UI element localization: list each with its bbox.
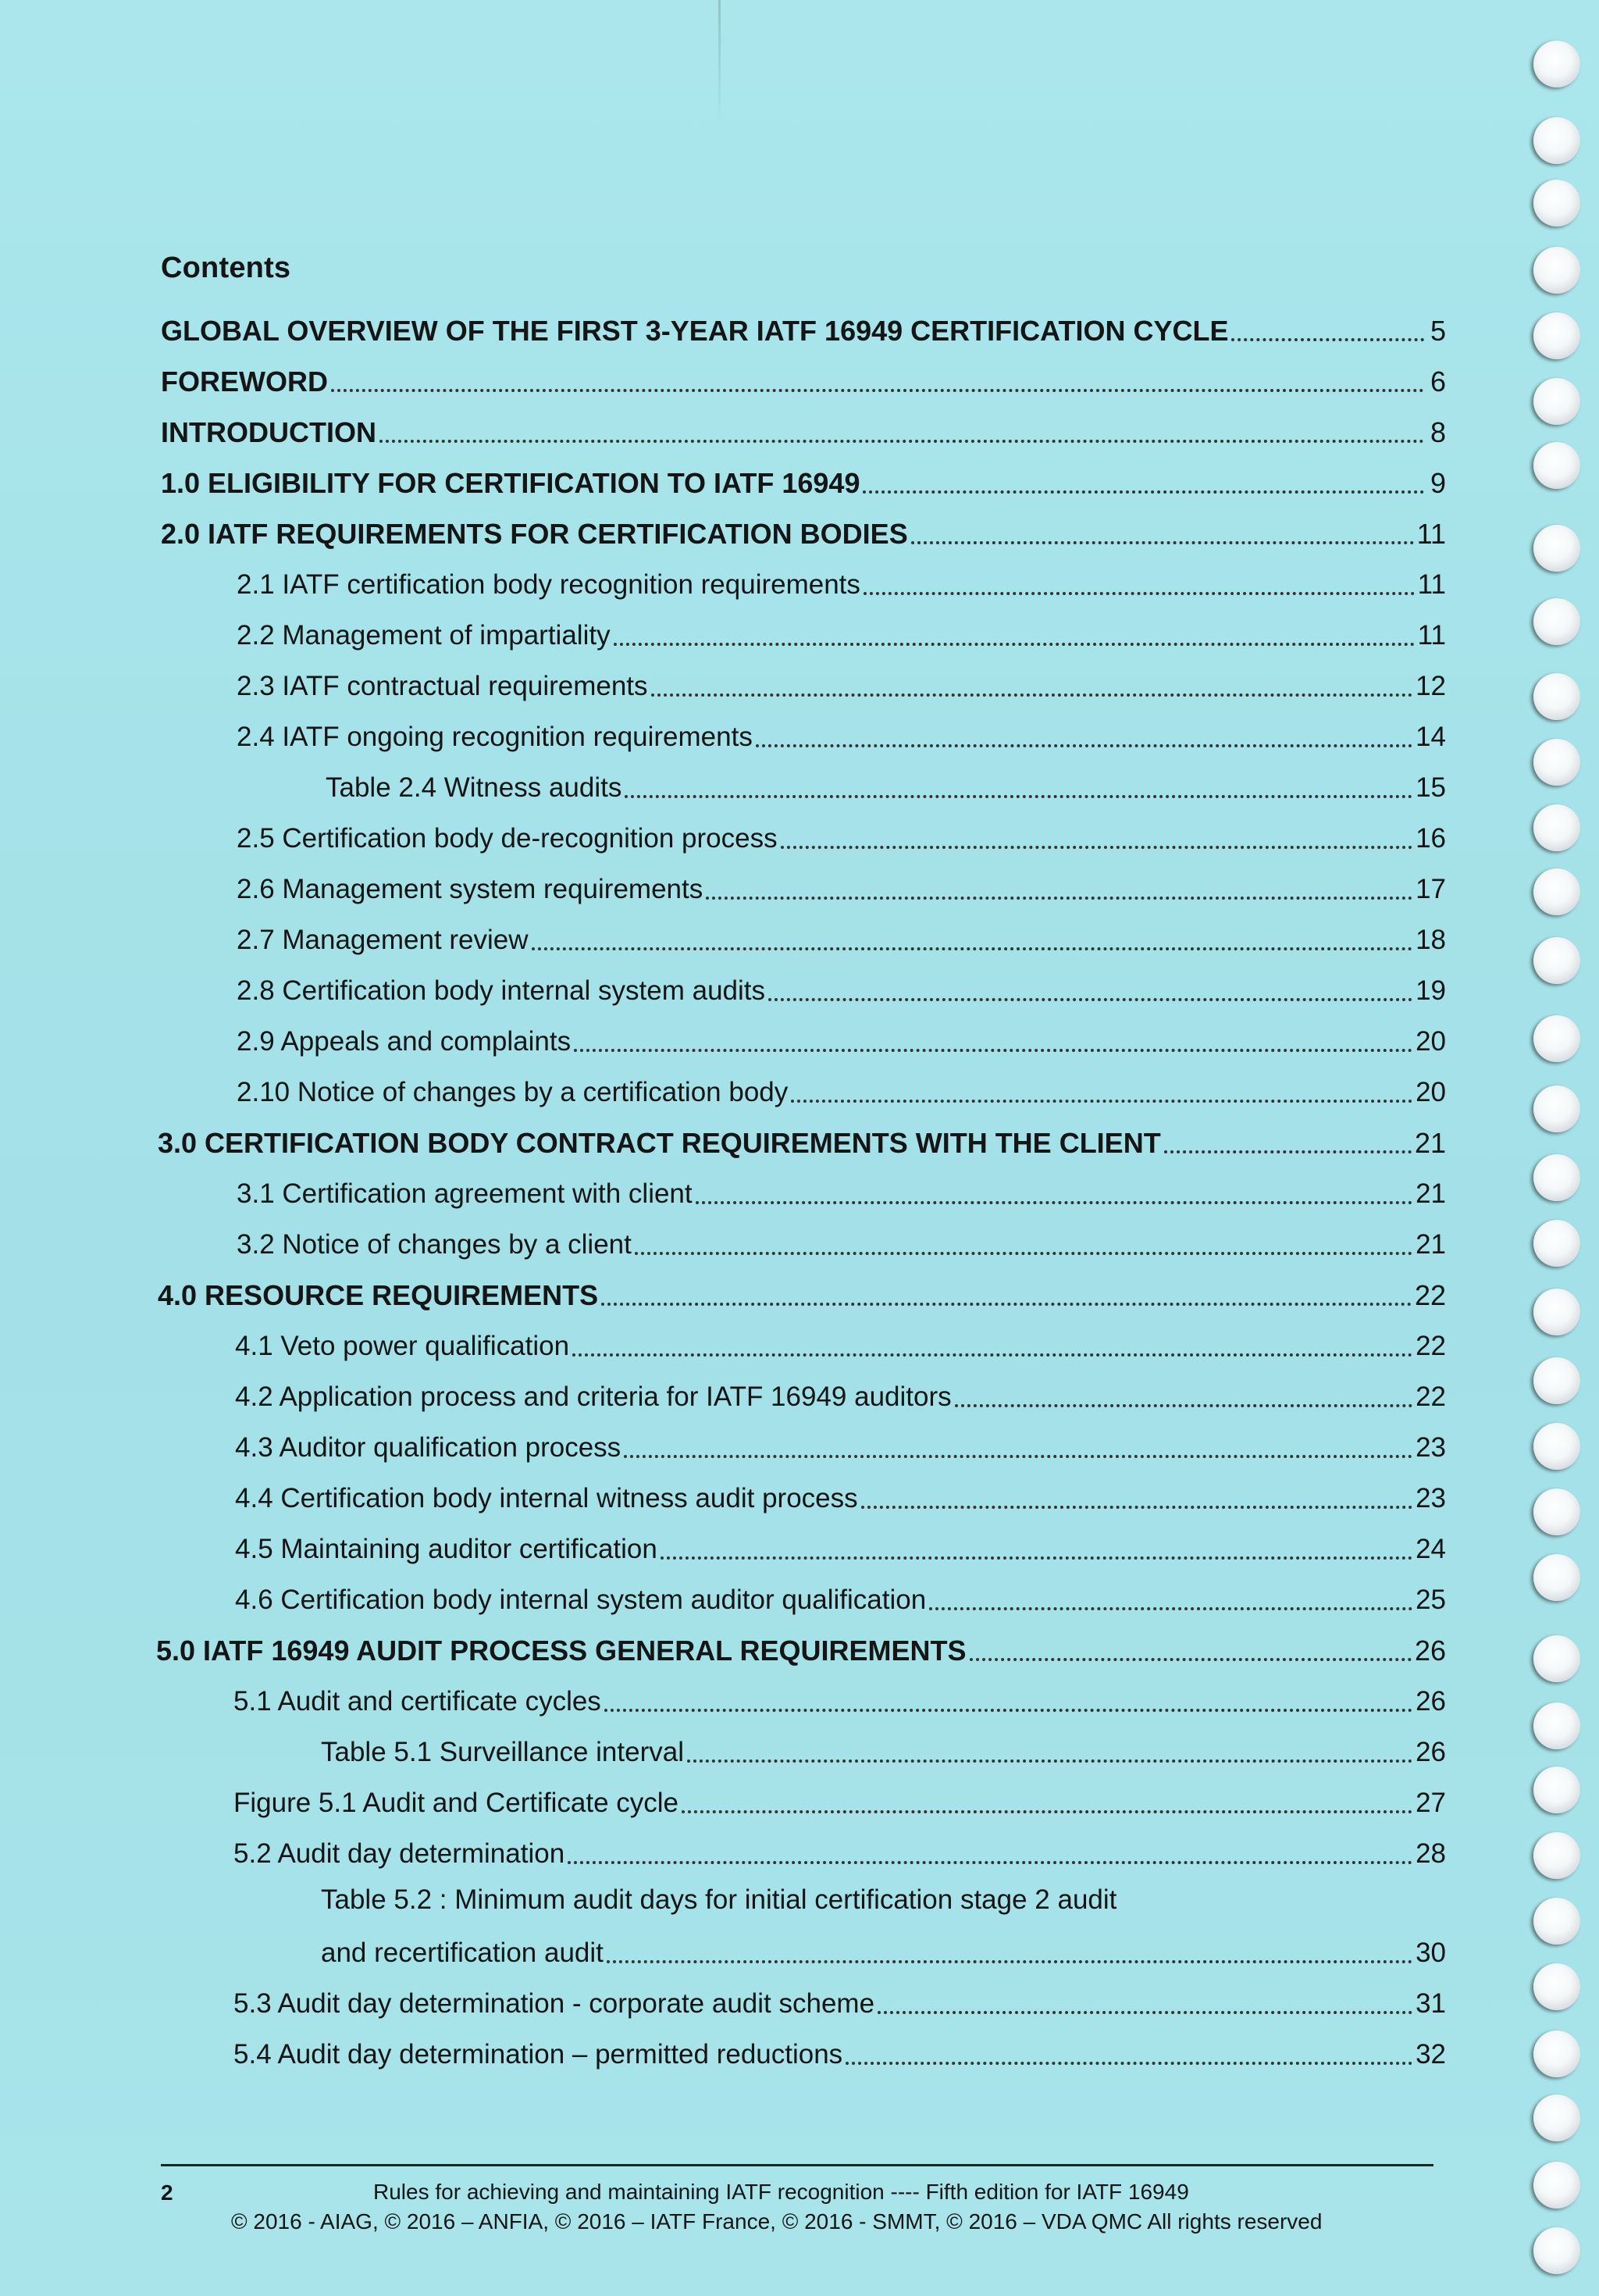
toc-leader-dots <box>625 781 1412 798</box>
toc-entry-title: 2.5 Certification body de-recognition process <box>237 823 778 854</box>
binding-hole <box>1533 312 1580 359</box>
toc-entry[interactable] <box>237 1171 1446 1211</box>
binding-hole <box>1533 598 1580 645</box>
toc-leader-dots <box>955 1390 1412 1407</box>
toc-entry[interactable] <box>161 460 1446 501</box>
toc-entry[interactable] <box>233 2031 1446 2072</box>
toc-entry-page: 11 <box>1416 518 1446 550</box>
toc-entry[interactable] <box>237 866 1446 907</box>
binding-hole <box>1533 1086 1580 1132</box>
binding-hole <box>1533 1289 1580 1335</box>
toc-entry[interactable] <box>237 1221 1446 1262</box>
toc-leader-dots <box>878 1997 1412 2014</box>
binding-hole <box>1533 378 1580 425</box>
toc-entry-page: 20 <box>1416 1077 1446 1107</box>
toc-entry-page: 26 <box>1416 1686 1446 1717</box>
toc-entry-title: 5.0 IATF 16949 AUDIT PROCESS GENERAL REQUIREMENTS <box>156 1635 967 1667</box>
toc-entry-title: 4.1 Veto power qualification <box>235 1331 570 1361</box>
toc-entry-title: 4.4 Certification body internal witness audit process <box>235 1483 858 1513</box>
toc-entry-page: 21 <box>1416 1229 1446 1260</box>
binding-hole <box>1533 804 1580 851</box>
toc-entry-page: 32 <box>1416 2039 1446 2070</box>
binding-hole <box>1533 1220 1580 1267</box>
toc-entry-title: 5.1 Audit and certificate cycles <box>233 1686 601 1717</box>
toc-entry[interactable] <box>161 308 1446 348</box>
binding-hole <box>1533 1832 1580 1879</box>
toc-leader-dots <box>682 1796 1412 1813</box>
toc-entry-page: 28 <box>1416 1838 1446 1869</box>
toc-leader-dots <box>781 832 1412 849</box>
toc-entry-page: 26 <box>1414 1635 1446 1667</box>
toc-entry-title: 5.3 Audit day determination - corporate audit scheme <box>233 1988 875 2019</box>
binding-hole <box>1533 1767 1580 1813</box>
toc-leader-dots <box>864 578 1415 595</box>
toc-entry[interactable] <box>237 1069 1446 1110</box>
toc-leader-dots <box>379 426 1424 443</box>
binding-hole <box>1533 2162 1580 2209</box>
toc-entry-title: Table 5.1 Surveillance interval <box>321 1737 684 1767</box>
toc-entry-page: 12 <box>1416 671 1446 701</box>
spiral-binding <box>1515 0 1599 2296</box>
toc-leader-dots <box>911 527 1414 544</box>
toc-leader-dots <box>1164 1136 1412 1153</box>
binding-hole <box>1533 247 1580 294</box>
toc-entry-title: 3.1 Certification agreement with client <box>237 1178 693 1209</box>
toc-entry-title-wrapped: Table 5.2 : Minimum audit days for initial certification stage 2 audit <box>321 1884 1117 1915</box>
toc-entry[interactable] <box>158 1272 1446 1313</box>
toc-entry-title: 2.8 Certification body internal system audits <box>237 975 765 1006</box>
binding-hole <box>1533 180 1580 226</box>
toc-entry-page: 26 <box>1416 1737 1446 1767</box>
toc-leader-dots <box>863 476 1424 494</box>
toc-entry-title: 4.2 Application process and criteria for IATF 16949 auditors <box>235 1382 952 1412</box>
binding-hole <box>1533 1898 1580 1945</box>
toc-entry[interactable] <box>235 1424 1446 1465</box>
toc-entry[interactable] <box>235 1475 1446 1516</box>
binding-hole <box>1533 1423 1580 1470</box>
toc-entry[interactable] <box>161 409 1446 450</box>
toc-entry-page: 21 <box>1416 1178 1446 1209</box>
contents-heading: Contents <box>161 251 291 284</box>
toc-entry[interactable] <box>161 511 1446 551</box>
toc-entry[interactable] <box>237 815 1446 856</box>
toc-entry-page: 17 <box>1416 874 1446 904</box>
page-crease <box>718 0 721 125</box>
footer-copyright: © 2016 - AIAG, © 2016 – ANFIA, © 2016 – IATF France, © 2016 - SMMT, © 2016 – VDA QMC All rights reserved <box>231 2209 1323 2234</box>
binding-hole <box>1533 1554 1580 1601</box>
toc-entry-page: 19 <box>1416 975 1446 1006</box>
toc-leader-dots <box>572 1339 1412 1357</box>
toc-entry-title: 2.4 IATF ongoing recognition requirements <box>237 722 753 752</box>
toc-leader-dots <box>568 1847 1412 1864</box>
toc-entry-title: 4.6 Certification body internal system auditor qualification <box>235 1585 927 1615</box>
toc-entry-title: 5.2 Audit day determination <box>233 1838 565 1869</box>
toc-entry-page: 27 <box>1416 1788 1446 1818</box>
toc-entry-page: 21 <box>1414 1127 1446 1159</box>
toc-entry[interactable] <box>156 1628 1446 1668</box>
toc-entry[interactable] <box>326 765 1446 805</box>
toc-entry-title: 2.10 Notice of changes by a certification body <box>237 1077 789 1107</box>
toc-entry-page: 16 <box>1416 823 1446 854</box>
toc-entry-title: 5.4 Audit day determination – permitted reductions <box>233 2039 843 2070</box>
toc-entry[interactable] <box>233 1780 1446 1820</box>
toc-entry-title: Figure 5.1 Audit and Certificate cycle <box>233 1788 679 1818</box>
toc-entry[interactable] <box>235 1374 1446 1414</box>
footer-title: Rules for achieving and maintaining IATF recognition ---- Fifth edition for IATF 16949 <box>373 2180 1189 2204</box>
binding-hole <box>1533 442 1580 489</box>
toc-leader-dots <box>706 882 1412 900</box>
footer-divider <box>161 2164 1433 2166</box>
toc-entry-title: 4.0 RESOURCE REQUIREMENTS <box>158 1279 599 1311</box>
toc-leader-dots <box>331 375 1424 392</box>
toc-entry-page: 31 <box>1416 1988 1446 2019</box>
toc-leader-dots <box>532 933 1413 950</box>
toc-entry-page: 6 <box>1430 365 1446 398</box>
toc-entry-page: 20 <box>1416 1026 1446 1057</box>
toc-entry-page: 18 <box>1416 925 1446 955</box>
toc-leader-dots <box>1231 324 1424 341</box>
toc-leader-dots <box>574 1035 1412 1052</box>
toc-entry-title: 4.3 Auditor qualification process <box>235 1432 621 1463</box>
toc-entry[interactable] <box>235 1526 1446 1567</box>
binding-hole <box>1533 673 1580 720</box>
binding-hole <box>1533 739 1580 786</box>
binding-hole <box>1533 1635 1580 1682</box>
toc-entry[interactable] <box>233 1980 1446 2021</box>
toc-entry-page: 15 <box>1416 772 1446 803</box>
binding-hole <box>1533 1702 1580 1749</box>
toc-entry-page: 23 <box>1416 1432 1446 1463</box>
toc-entry-page: 22 <box>1416 1382 1446 1412</box>
toc-leader-dots <box>614 629 1415 646</box>
toc-leader-dots <box>696 1187 1412 1204</box>
toc-entry[interactable] <box>237 562 1446 602</box>
toc-entry-page: 14 <box>1416 722 1446 752</box>
toc-entry-page: 9 <box>1430 467 1446 499</box>
toc-leader-dots <box>846 2048 1412 2065</box>
toc-entry-page: 30 <box>1416 1938 1446 1968</box>
toc-entry[interactable] <box>235 1577 1446 1617</box>
toc-entry-title: 4.5 Maintaining auditor certification <box>235 1534 657 1564</box>
toc-leader-dots <box>607 1946 1412 1963</box>
toc-entry[interactable] <box>161 358 1446 399</box>
toc-leader-dots <box>970 1644 1412 1661</box>
toc-entry[interactable] <box>237 968 1446 1008</box>
toc-entry[interactable] <box>321 1930 1446 1970</box>
toc-entry-title: 2.1 IATF certification body recognition requirements <box>237 569 860 600</box>
toc-entry[interactable] <box>233 1831 1446 1871</box>
binding-hole <box>1533 868 1580 915</box>
toc-entry-title: 2.3 IATF contractual requirements <box>237 671 648 701</box>
toc-entry-title: 2.6 Management system requirements <box>237 874 703 904</box>
binding-hole <box>1533 1015 1580 1062</box>
toc-entry-title: 2.9 Appeals and complaints <box>237 1026 572 1057</box>
toc-entry-page: 23 <box>1416 1483 1446 1513</box>
binding-hole <box>1533 2095 1580 2141</box>
binding-hole <box>1533 2227 1580 2274</box>
toc-entry[interactable] <box>237 917 1446 957</box>
binding-hole <box>1533 1963 1580 2010</box>
toc-entry-page: 22 <box>1416 1331 1446 1361</box>
toc-entry[interactable] <box>233 1678 1446 1719</box>
toc-leader-dots <box>791 1086 1412 1103</box>
toc-leader-dots <box>635 1238 1412 1255</box>
toc-entry-page: 11 <box>1417 569 1446 600</box>
toc-leader-dots <box>604 1695 1412 1712</box>
binding-hole <box>1533 117 1580 164</box>
toc-leader-dots <box>861 1492 1412 1509</box>
toc-leader-dots <box>929 1593 1412 1610</box>
binding-hole <box>1533 41 1580 87</box>
toc-entry-page: 25 <box>1416 1585 1446 1615</box>
toc-entry-title: 3.0 CERTIFICATION BODY CONTRACT REQUIREMENTS WITH THE CLIENT <box>158 1127 1161 1159</box>
binding-hole <box>1533 2030 1580 2077</box>
toc-entry-page: 24 <box>1416 1534 1446 1564</box>
toc-leader-dots <box>687 1745 1412 1763</box>
toc-entry-title: 1.0 ELIGIBILITY FOR CERTIFICATION TO IATF 16949 <box>161 467 860 499</box>
toc-entry-page: 11 <box>1417 620 1446 651</box>
toc-leader-dots <box>768 984 1412 1001</box>
toc-entry-title: 2.2 Management of impartiality <box>237 620 611 651</box>
page-number: 2 <box>161 2180 173 2205</box>
toc-entry[interactable] <box>237 1018 1446 1059</box>
toc-entry-page: 8 <box>1430 416 1446 448</box>
binding-hole <box>1533 937 1580 984</box>
toc-entry-title: Table 2.4 Witness audits <box>326 772 622 803</box>
toc-entry-title: 2.0 IATF REQUIREMENTS FOR CERTIFICATION BODIES <box>161 518 908 550</box>
toc-entry-title: and recertification audit <box>321 1938 604 1968</box>
toc-entry[interactable] <box>237 612 1446 653</box>
toc-leader-dots <box>756 730 1412 747</box>
toc-leader-dots <box>651 679 1413 697</box>
toc-entry-title: 2.7 Management review <box>237 925 529 955</box>
toc-entry-title: 3.2 Notice of changes by a client <box>237 1229 632 1260</box>
toc-entry-title: GLOBAL OVERVIEW OF THE FIRST 3-YEAR IATF 16949 CERTIFICATION CYCLE <box>161 315 1229 347</box>
toc-entry-page: 22 <box>1414 1279 1446 1311</box>
toc-entry-page: 5 <box>1430 315 1446 347</box>
binding-hole <box>1533 1154 1580 1201</box>
binding-hole <box>1533 1357 1580 1404</box>
binding-hole <box>1533 1488 1580 1535</box>
toc-entry[interactable] <box>237 663 1446 704</box>
toc-entry[interactable] <box>158 1120 1446 1160</box>
toc-entry[interactable] <box>237 714 1446 754</box>
binding-hole <box>1533 525 1580 572</box>
toc-entry[interactable] <box>235 1323 1446 1364</box>
toc-entry[interactable] <box>321 1729 1446 1770</box>
toc-leader-dots <box>624 1441 1412 1458</box>
toc-leader-dots <box>601 1289 1412 1306</box>
toc-leader-dots <box>661 1542 1412 1560</box>
toc-entry-title: INTRODUCTION <box>161 416 376 448</box>
toc-entry-title: FOREWORD <box>161 365 328 398</box>
